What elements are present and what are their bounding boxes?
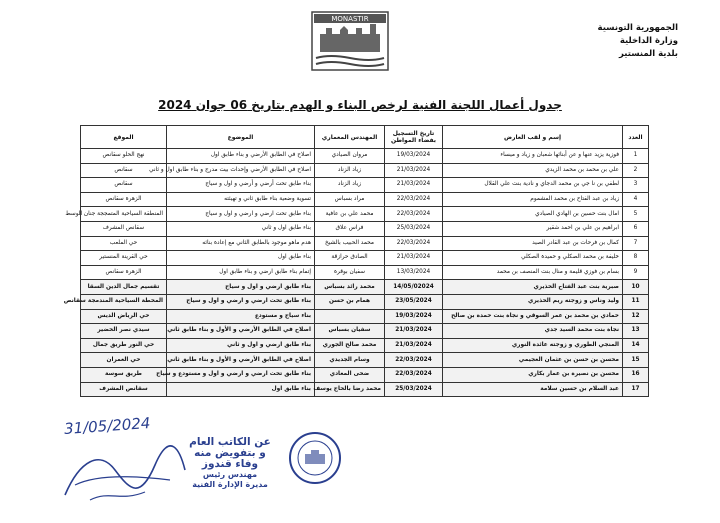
cell-date: 22/03/2024 bbox=[385, 192, 443, 207]
cell-date: 22/03/2024 bbox=[385, 207, 443, 222]
cell-engineer: سفيان بسباس bbox=[315, 324, 385, 339]
cell-name: كمال بن فرحات بن عبد القادر الصيد bbox=[443, 236, 623, 251]
cell-num: 8 bbox=[623, 251, 649, 266]
cell-name: فوزية يزيد عنها و عن أبنائها شعبان و زياد و ميساء bbox=[443, 149, 623, 164]
cell-location: سيدي نصر الحضير bbox=[81, 324, 167, 339]
cell-subject: اصلاح في الطابق الأرضي و بناء طابق اول bbox=[167, 149, 315, 164]
cell-name: محسن بن نصيرة بن عمار بكاري bbox=[443, 367, 623, 382]
cell-location: سقانص المشرف bbox=[81, 221, 167, 236]
stamp-line-5: مديرة الإدارة الفنية bbox=[192, 480, 268, 489]
cell-date: 22/03/2024 bbox=[385, 367, 443, 382]
ministry-name: وزارة الداخلية bbox=[619, 36, 678, 46]
cell-subject: بناء طابق تحت ارضي و ارضي و اول و سياج bbox=[167, 207, 315, 222]
header-subject: الموضوع bbox=[167, 126, 315, 149]
cell-subject: بناء طابق اول و ثاني bbox=[167, 221, 315, 236]
table-row bbox=[81, 149, 649, 164]
header-location: الموقع bbox=[81, 126, 167, 149]
cell-num: 3 bbox=[623, 178, 649, 193]
cell-num: 7 bbox=[623, 236, 649, 251]
cell-subject: اصلاح في الطابق الأرضي و الأول و بناء طابق ثاني bbox=[167, 353, 315, 368]
table-row bbox=[81, 338, 649, 353]
cell-num: 14 bbox=[623, 338, 649, 353]
cell-name: المنجي الطوري و زوجته عائدة النوري bbox=[443, 338, 623, 353]
cell-subject: بناء طابق تحت ارضي و ارضي و اول و سياج bbox=[167, 294, 315, 309]
cell-date: 19/03/2024 bbox=[385, 149, 443, 164]
table-row bbox=[81, 280, 649, 295]
cell-subject: بناء طابق اول bbox=[167, 251, 315, 266]
svg-text:MONASTIR: MONASTIR bbox=[331, 15, 369, 23]
cell-engineer: مروان الصيادي bbox=[315, 149, 385, 164]
cell-subject: إتمام بناء طابق ارضي و بناء طابق اول bbox=[167, 265, 315, 280]
cell-num: 12 bbox=[623, 309, 649, 324]
cell-location: سقانص bbox=[81, 178, 167, 193]
cell-engineer: فراس علاق bbox=[315, 221, 385, 236]
cell-engineer: سفيان بوقرة bbox=[315, 265, 385, 280]
table-row bbox=[81, 207, 649, 222]
cell-num: 1 bbox=[623, 149, 649, 164]
cell-num: 16 bbox=[623, 367, 649, 382]
cell-engineer: الصادق حرازقة bbox=[315, 251, 385, 266]
cell-engineer: زياد الزناد bbox=[315, 163, 385, 178]
header-num: العدد bbox=[623, 126, 649, 149]
cell-num: 5 bbox=[623, 207, 649, 222]
table-row bbox=[81, 324, 649, 339]
cell-name: وليد وناس و زوجته ريم الحذيري bbox=[443, 294, 623, 309]
cell-num: 11 bbox=[623, 294, 649, 309]
table-row bbox=[81, 221, 649, 236]
cell-location: حي العمران bbox=[81, 353, 167, 368]
cell-name: علي بن محمد بن محمد الزيدي bbox=[443, 163, 623, 178]
cell-name: حمادي بن محمد بن عمر السوقي و نجاة بنت حمدة بن صالح bbox=[443, 309, 623, 324]
cell-num: 10 bbox=[623, 280, 649, 295]
stamp-line-4: مهندس رئيس bbox=[202, 470, 258, 479]
cell-name: زياد بن عبد الفتاح بن محمد المشموم bbox=[443, 192, 623, 207]
cell-name: ابراهيم بن علي بن احمد شقير bbox=[443, 221, 623, 236]
cell-date: 21/03/2024 bbox=[385, 338, 443, 353]
cell-engineer: زياد الزناد bbox=[315, 178, 385, 193]
cell-location: المحطة السياحية المندمجة سقانص bbox=[81, 294, 167, 309]
cell-date: 21/03/2024 bbox=[385, 163, 443, 178]
cell-subject: تسوية وضعية بناء طابق ثاني و تهيئته bbox=[167, 192, 315, 207]
table-row bbox=[81, 382, 649, 397]
official-seal-icon bbox=[287, 430, 343, 486]
agenda-table bbox=[63, 125, 649, 397]
table-row bbox=[81, 163, 649, 178]
cell-num: 13 bbox=[623, 324, 649, 339]
cell-name: عبد السلام بن حسين سلامة bbox=[443, 382, 623, 397]
stamp-line-2: و بتفويض منه bbox=[194, 447, 266, 459]
cell-num: 4 bbox=[623, 192, 649, 207]
table-row bbox=[81, 236, 649, 251]
cell-date: 13/03/2024 bbox=[385, 265, 443, 280]
cell-engineer: وسام الجديدي bbox=[315, 353, 385, 368]
table-row bbox=[81, 353, 649, 368]
document-title: جدول أعمال اللجنة الفنية لرخص البناء و الهدم بتاريخ 06 جوان 2024 bbox=[158, 98, 562, 112]
cell-location: سقانص المشرف bbox=[81, 382, 167, 397]
republic-name: الجمهورية التونسية bbox=[597, 23, 678, 33]
table-row bbox=[81, 178, 649, 193]
cell-date: 22/03/2024 bbox=[385, 353, 443, 368]
cell-engineer: ضحى المعادي bbox=[315, 367, 385, 382]
header-name: إسم و لقب العارض bbox=[443, 126, 623, 149]
cell-date: 25/03/2024 bbox=[385, 221, 443, 236]
cell-engineer: محمد رائد بسباس bbox=[315, 280, 385, 295]
cell-subject: اصلاح في الطابق الأرضي وإحداث بيت مدرج و بناء طابق اول و ثاني bbox=[167, 163, 315, 178]
cell-date: 22/03/2024 bbox=[385, 236, 443, 251]
table-row bbox=[81, 192, 649, 207]
cell-location: تقسيم جمال الدين السقا bbox=[81, 280, 167, 295]
cell-num: 9 bbox=[623, 265, 649, 280]
stamp-line-1: عن الكاتب العام bbox=[189, 436, 271, 448]
letterhead bbox=[548, 22, 678, 61]
cell-name: امال بنت حسين بن الهادي الصيادي bbox=[443, 207, 623, 222]
cell-num: 17 bbox=[623, 382, 649, 397]
cell-engineer: محمد الحبيب بالشيخ bbox=[315, 236, 385, 251]
signatory-stamp bbox=[170, 437, 290, 490]
cell-engineer: محمد علي بن عافية bbox=[315, 207, 385, 222]
cell-num: 15 bbox=[623, 353, 649, 368]
signature-date: 31/05/2024 bbox=[63, 414, 151, 438]
cell-subject: بناء طابق تحت أرضي و أرضي و اول و سياج bbox=[167, 178, 315, 193]
cell-num: 2 bbox=[623, 163, 649, 178]
cell-location: الزهرة سقانص bbox=[81, 265, 167, 280]
cell-engineer bbox=[315, 309, 385, 324]
cell-name: بسام بن فوزي قليمة و منال بنت المنصف بن محمد bbox=[443, 265, 623, 280]
cell-engineer: همام بن حسن bbox=[315, 294, 385, 309]
cell-date: 14/05/02024 bbox=[385, 280, 443, 295]
cell-name: خليفة بن محمد الصكلي و حميدة الصكلي bbox=[443, 251, 623, 266]
cell-date: 25/03/2024 bbox=[385, 382, 443, 397]
table-row bbox=[81, 251, 649, 266]
cell-name: لطفي بن نا جي بن محمد الدجاي و نادية بنت علي القلال bbox=[443, 178, 623, 193]
cell-subject: هدم ماهو موجود بالطابق الثاني مع إعادة بنائه bbox=[167, 236, 315, 251]
cell-num: 6 bbox=[623, 221, 649, 236]
cell-name: صبرية بنت عبد الفتاح الحذيري bbox=[443, 280, 623, 295]
cell-subject: بناء طابق تحت ارضي و ارضي و اول و مستودع و سياج bbox=[167, 367, 315, 382]
cell-name: نجاة بنت محمد السيد جدي bbox=[443, 324, 623, 339]
cell-subject: بناء طابق ارضي و اول و سياج bbox=[167, 280, 315, 295]
cell-name: محسن بن حسن بن عثمان العجيمي bbox=[443, 353, 623, 368]
cell-subject: بناء طابق ارضي و اول و ثاني bbox=[167, 338, 315, 353]
table-row bbox=[81, 309, 649, 324]
cell-engineer: محمد صالح الجوري bbox=[315, 338, 385, 353]
table-row bbox=[81, 265, 649, 280]
cell-date: 21/03/2024 bbox=[385, 178, 443, 193]
cell-subject: بناء طابق اول bbox=[167, 382, 315, 397]
municipality-name: بلدية المنستير bbox=[618, 49, 678, 59]
table-row bbox=[81, 367, 649, 382]
municipality-emblem-icon bbox=[310, 10, 390, 72]
cell-engineer: مراد بسباس bbox=[315, 192, 385, 207]
stamp-line-3: وفاء قندوز bbox=[201, 458, 259, 470]
cell-location: حي النور طريق جمال bbox=[81, 338, 167, 353]
cell-location: الزهرة سقانص bbox=[81, 192, 167, 207]
cell-location: المنطقة السياحية المتمججة جنان الوسط bbox=[81, 207, 167, 222]
cell-date: 21/03/2024 bbox=[385, 251, 443, 266]
cell-date: 23/05/2024 bbox=[385, 294, 443, 309]
cell-location: حي القرينة المنستير bbox=[81, 251, 167, 266]
cell-location: حي الرياض الديس bbox=[81, 309, 167, 324]
header-engineer: المهندس المعماري bbox=[315, 126, 385, 149]
cell-subject: بناء سياج و مستودع bbox=[167, 309, 315, 324]
cell-engineer: محمد رضا بالحاج يوسف bbox=[315, 382, 385, 397]
cell-location: نهج الحلو سقانص bbox=[81, 149, 167, 164]
cell-subject: اصلاح في الطابق الأرضي و الأول و بناء طابق ثاني bbox=[167, 324, 315, 339]
cell-date: 19/03/2024 bbox=[385, 309, 443, 324]
cell-date: 21/03/2024 bbox=[385, 324, 443, 339]
header-date: تاريخ التسجيل بفضاء المواطن bbox=[385, 126, 443, 149]
cell-location: حي الملعب bbox=[81, 236, 167, 251]
table-row bbox=[81, 294, 649, 309]
table-header-row bbox=[81, 126, 649, 149]
cell-location: طريق سوسة bbox=[81, 367, 167, 382]
cell-location: سقانص bbox=[81, 163, 167, 178]
